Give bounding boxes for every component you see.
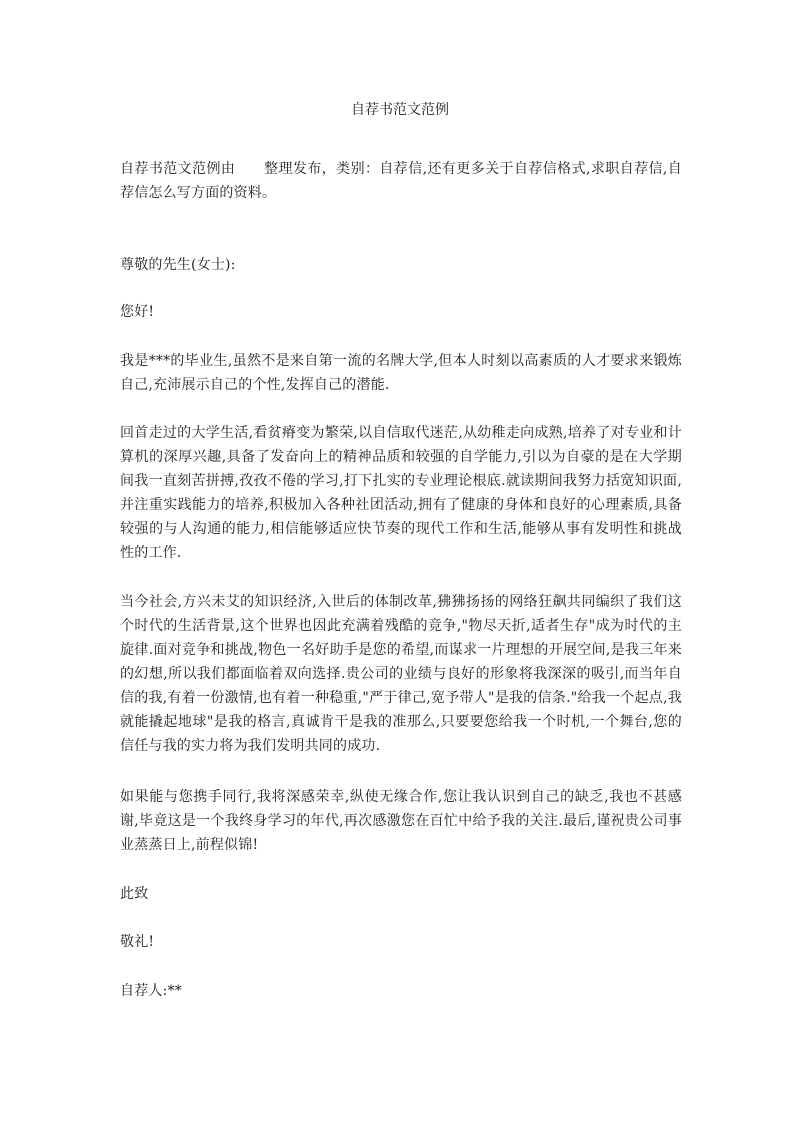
body-paragraph-3 — [120, 590, 682, 758]
salutation-text: 尊敬的先生(女士): — [120, 257, 236, 273]
closing-line-1 — [120, 882, 682, 906]
document-title: 自荐书范文范例 — [351, 102, 449, 118]
greeting — [120, 300, 682, 324]
body-paragraph-4 — [120, 785, 682, 857]
closing-text: 此致 — [120, 886, 149, 902]
closing-line-2 — [120, 930, 682, 954]
intro-paragraph — [120, 157, 682, 205]
signature — [120, 979, 682, 1003]
paragraph-text: 回首走过的大学生活,看贫瘠变为繁荣,以自信取代迷茫,从幼稚走向成熟,培养了对专业和计算机的深厚兴趣,具备了发奋向上的精神品质和较强的自学能力,引以为自豪的是在大学期间我一直刻苦拼搏,孜孜不倦的学习,打下扎实的专业理论根底.就读期间我努力括宽知识面,并注重实践能力的培养,积极加入各种社团活动,拥有了健康的身体和良好的心理素质,具备较强的与人沟通的能力,相信能够适应快节奏的现代工作和生活,能够从事有发明性和挑战性的工作. — [120, 425, 682, 561]
paragraph-text: 如果能与您携手同行,我将深感荣幸,纵使无缘合作,您让我认识到自己的缺乏,我也不甚感谢,毕竟这是一个我终身学习的年代,再次感激您在百忙中给予我的关注.最后,谨祝贵公司事业蒸蒸日上,前程似锦! — [120, 789, 682, 853]
salutation — [120, 253, 682, 277]
body-paragraph-2 — [120, 421, 682, 565]
greeting-text: 您好! — [120, 304, 155, 320]
closing-text: 敬礼! — [120, 934, 155, 950]
paragraph-text: 当今社会,方兴未艾的知识经济,入世后的体制改革,狒狒扬扬的网络狂飙共同编织了我们这个时代的生活背景,这个世界也因此充满着残酷的竞争,"物尽天折,适者生存"成为时代的主旋律.面对竞争和挑战,物色一名好助手是您的希望,而谋求一片理想的开展空间,是我三年来的幻想,所以我们都面临着双向选择.贵公司的业绩与良好的形象将我深深的吸引,而当年自信的我,有着一份激情,也有着一种稳重,"严于律己,宽予带人"是我的信条."给我一个起点,我就能撬起地球"是我的格言,真诚肯干是我的准那么,只要要您给我一个时机,一个舞台,您的信任与我的实力将为我们发明共同的成功. — [120, 594, 682, 754]
body-paragraph-1 — [120, 349, 682, 397]
signature-text: 自荐人:** — [120, 983, 182, 999]
intro-text: 自荐书范文范例由 整理发布，类别：自荐信,还有更多关于自荐信格式,求职自荐信,自荐信怎么写方面的资料。 — [120, 161, 682, 201]
paragraph-text: 我是***的毕业生,虽然不是来自第一流的名牌大学,但本人时刻以高素质的人才要求来锻炼自己,充沛展示自己的个性,发挥自己的潜能. — [120, 353, 682, 393]
